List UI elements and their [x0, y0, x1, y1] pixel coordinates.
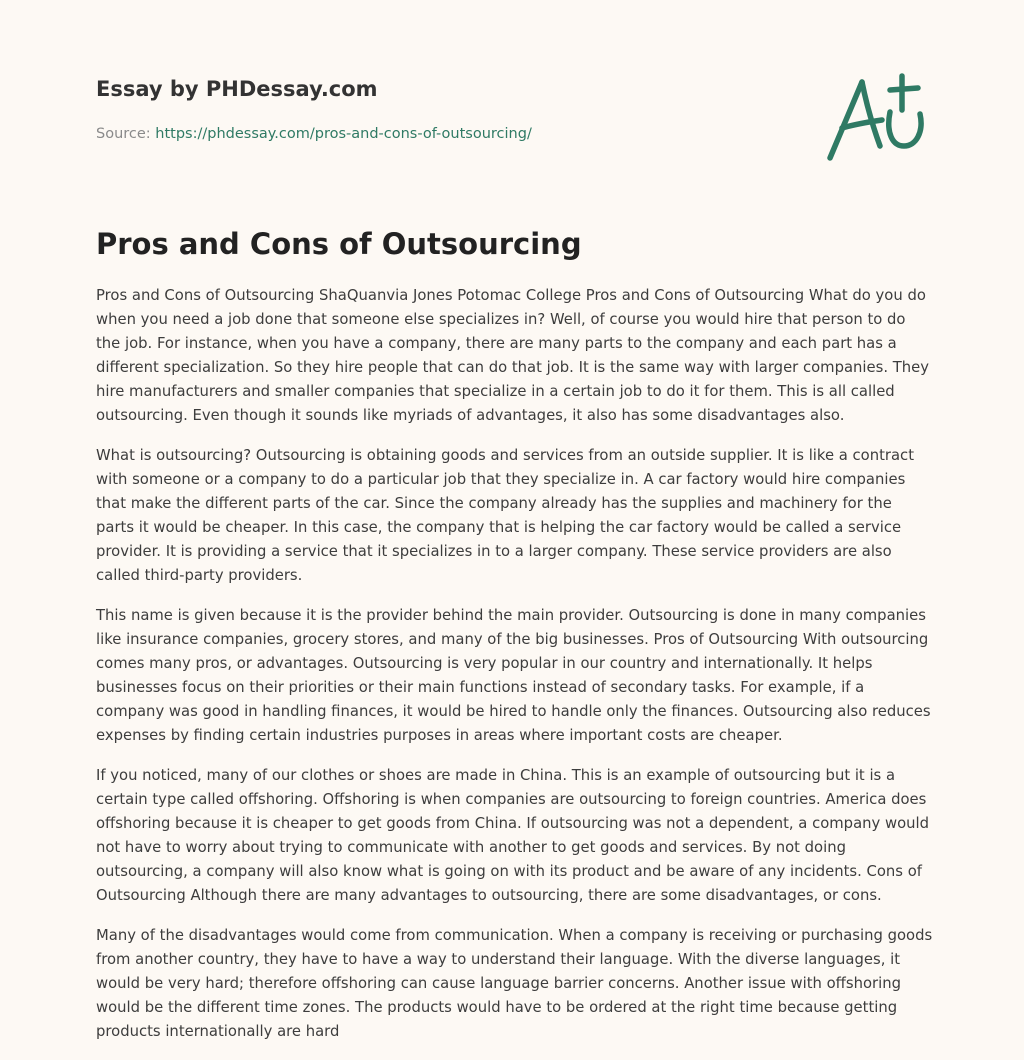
essay-paragraph: If you noticed, many of our clothes or shoes are made in China. This is an example of outsourcing but it is a certain type called offshoring. Offshoring is when companies are outsourcing to foreign countries. America does offshoring because it is cheaper to get goods from China. If outsourcing was not a dependent, a company would not have to worry about trying to communicate with another to get goods and services. By not doing outsourcing, a company will also know what is going on with its product and be aware of any incidents. Cons of Outsourcing Although there are many advantages to outsourcing, there are some disadvantages, or cons. [96, 767, 930, 904]
essay-header [96, 74, 796, 144]
essay-body [96, 284, 934, 1060]
source-line [96, 124, 796, 144]
a-plus-logo-icon [820, 66, 930, 166]
essay-paragraph: This name is given because it is the provider behind the main provider. Outsourcing is done in many companies like insurance companies, grocery stores, and many of the big businesses. Pros of Outsourcing With outsourcing comes many pros, or advantages. Outsourcing is very popular in our country and internationally. It helps businesses focus on their priorities or their main functions instead of secondary tasks. For example, if a company was good in handling finances, it would be hired to handle only the finances. Outsourcing also reduces expenses by finding certain industries purposes in areas where important costs are cheaper. [96, 607, 931, 744]
essay-paragraph: Pros and Cons of Outsourcing ShaQuanvia Jones Potomac College Pros and Cons of Outsourcing What do you do when you need a job done that someone else specializes in? Well, of course you would hire that person to do the job. For instance, when you have a company, there are many parts to the company and each part has a different specialization. So they hire people that can do that job. It is the same way with larger companies. They hire manufacturers and smaller companies that specialize in a certain job to do it for them. This is all called outsourcing. Even though it sounds like myriads of advantages, it also has some disadvantages also. [96, 287, 930, 424]
essay-paragraph: What is outsourcing? Outsourcing is obtaining goods and services from an outside supplier. It is like a contract with someone or a company to do a particular job that they specialize in. A car factory would hire companies that make the different parts of the car. Since the company already has the supplies and machinery for the parts it would be cheaper. In this case, the company that is helping the car factory would be called a service provider. It is providing a service that it specializes in to a larger company. These service providers are also called third-party providers. [96, 447, 914, 584]
source-link[interactable]: https://phdessay.com/pros-and-cons-of-outsourcing/ [155, 126, 532, 142]
essay-title: Pros and Cons of Outsourcing [96, 227, 582, 261]
source-label: Source: [96, 126, 151, 142]
essay-paragraph: Many of the disadvantages would come from communication. When a company is receiving or purchasing goods from another country, they have to have a way to understand their language. With the diverse languages, it would be very hard; therefore offshoring can cause language barrier concerns. Another issue with offshoring would be the different time zones. The products would have to be ordered at the right time because getting products internationally are hard [96, 927, 933, 1040]
brand-title: Essay by PHDessay.com [96, 77, 378, 101]
